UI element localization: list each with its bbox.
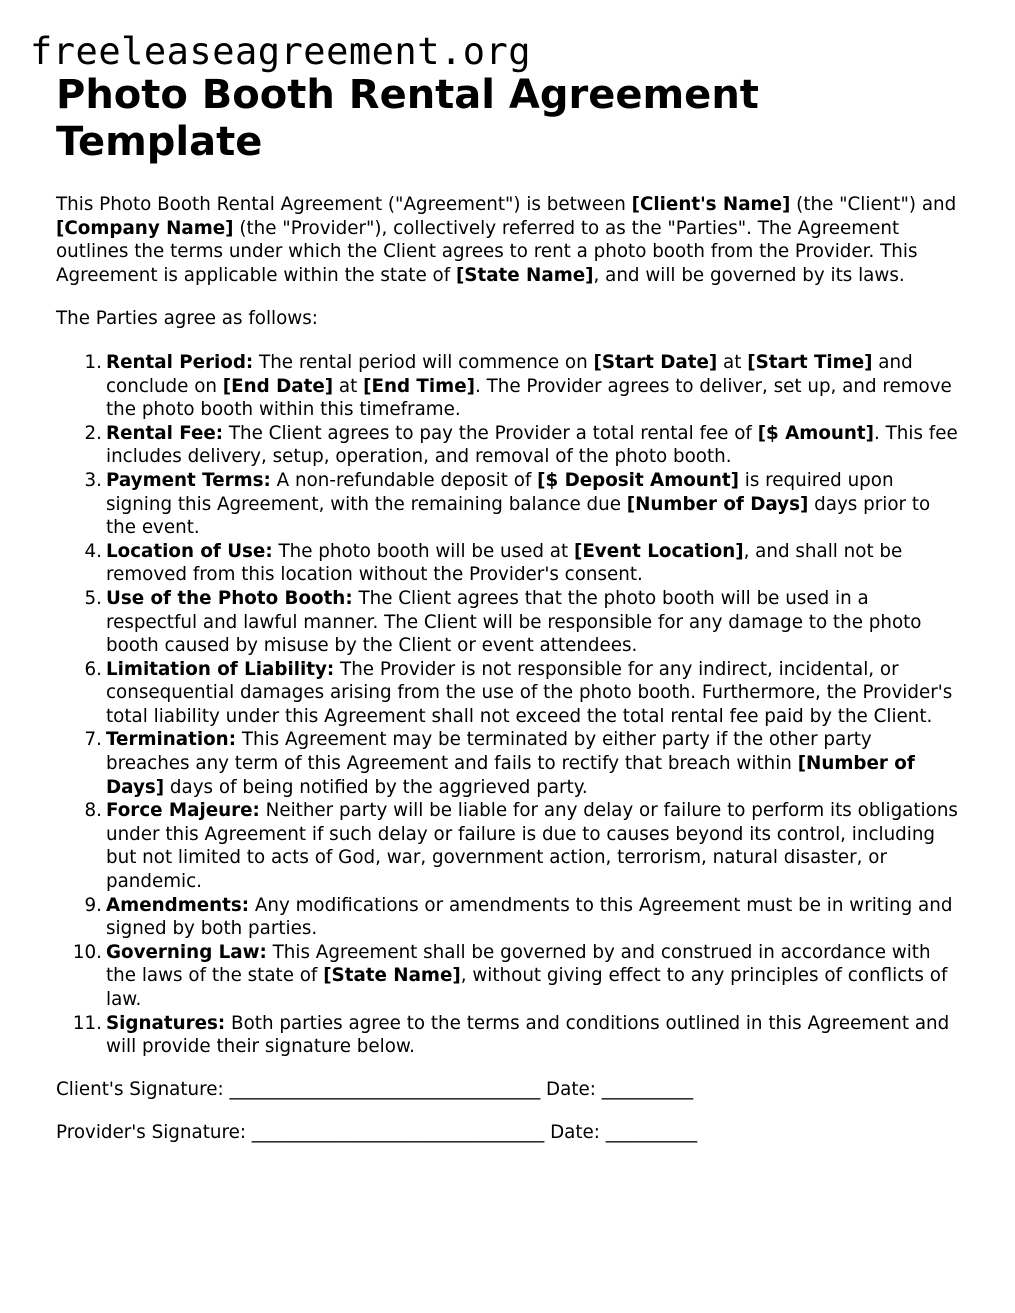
term-item	[56, 351, 961, 422]
term-number: 10.	[72, 941, 102, 963]
client-signature-line: Client's Signature: __________________________________ Date: __________	[56, 1078, 694, 1100]
term-text: . The Provider agrees to deliver, set up, and remove the photo booth within this timeframe.	[106, 375, 952, 421]
term-number: 8.	[84, 800, 102, 822]
term-text: Any modifications or amendments to this Agreement must be in writing and signed by both parties.	[106, 894, 953, 940]
term-text: days prior to the event.	[106, 493, 931, 539]
term-item	[56, 469, 961, 540]
term-text: at	[333, 375, 364, 397]
term-heading: Payment Terms:	[106, 469, 271, 491]
term-text: The Client agrees to pay the Provider a total rental fee of	[223, 422, 758, 444]
term-placeholder: [Start Time]	[747, 351, 873, 373]
intro-paragraph: This Photo Booth Rental Agreement ("Agreement") is between [Client's Name] (the "Client") and [Company Name] (the "Provider"), collectively referred to as the "Parties". The Agreement outlines the terms under which the Client agrees to rent a photo booth from the Provider. This Agreement is applicable within the state of [State Name], and will be governed by its laws.	[56, 194, 957, 286]
term-text: , without giving effect to any principles of conflicts of law.	[106, 965, 948, 1010]
term-text: The Client agrees that the photo booth will be used in a respectful and lawful manner. The Client will be responsible for any damage to the photo booth caused by misuse by the Client or event attendees.	[106, 587, 922, 657]
term-placeholder: [End Date]	[222, 375, 334, 397]
term-text: . This fee includes delivery, setup, operation, and removal of the photo booth.	[106, 422, 958, 468]
term-number: 6.	[84, 658, 102, 680]
term-placeholder: [$ Deposit Amount]	[537, 469, 739, 491]
term-heading: Signatures:	[106, 1012, 226, 1034]
terms-list	[56, 351, 961, 1059]
term-text: , and shall not be removed from this location without the Provider's consent.	[106, 540, 903, 586]
term-placeholder: [Start Date]	[593, 351, 718, 373]
term-heading: Governing Law:	[106, 941, 267, 963]
term-number: 7.	[84, 729, 102, 751]
term-text: is required upon signing this Agreement, with the remaining balance due	[106, 469, 894, 515]
term-number: 5.	[84, 587, 102, 609]
term-heading: Force Majeure:	[106, 800, 260, 822]
term-placeholder: [Event Location]	[573, 540, 744, 562]
term-text: at	[717, 351, 748, 373]
term-placeholder: [End Time]	[363, 375, 475, 397]
term-item	[56, 894, 961, 941]
watermark-text: freeleaseagreement.org	[30, 30, 532, 73]
term-heading: Rental Period:	[106, 351, 254, 373]
term-heading: Location of Use:	[106, 540, 273, 562]
term-item	[56, 799, 961, 893]
term-heading: Use of the Photo Booth:	[106, 587, 353, 609]
term-number: 1.	[84, 351, 102, 373]
document-title: Photo Booth Rental Agreement Template	[56, 72, 759, 165]
term-number: 3.	[84, 469, 102, 491]
term-item	[56, 728, 961, 799]
term-item	[56, 1012, 961, 1059]
document-body	[56, 72, 961, 1145]
term-heading: Termination:	[106, 729, 237, 751]
term-number: 2.	[84, 422, 102, 444]
term-placeholder: [State Name]	[323, 965, 461, 987]
term-number: 4.	[84, 540, 102, 562]
term-item	[56, 587, 961, 658]
term-heading: Amendments:	[106, 894, 250, 916]
term-text: and conclude on	[106, 351, 913, 397]
term-text: A non-refundable deposit of	[270, 469, 538, 491]
provider-signature-line: Provider's Signature: ________________________________ Date: __________	[56, 1122, 698, 1144]
term-text: This Agreement may be terminated by either party if the other party breaches any term of this Agreement and fails to rectify that breach within	[106, 729, 872, 775]
term-heading: Limitation of Liability:	[106, 658, 335, 680]
term-text: The photo booth will be used at	[272, 540, 574, 562]
term-placeholder: [Number of Days]	[626, 493, 809, 515]
term-text: Neither party will be liable for any delay or failure to perform its obligations under this Agreement if such delay or failure is due to causes beyond its control, including but not limited to acts of God, war, government action, terrorism, natural disaster, or pandemic.	[106, 800, 958, 893]
term-number: 9.	[84, 894, 102, 916]
term-number: 11.	[72, 1012, 102, 1034]
term-item	[56, 941, 961, 1012]
term-text: The Provider is not responsible for any indirect, incidental, or consequential damages arising from the use of the photo booth. Furthermore, the Provider's total liability under this Agreement shall not exceed the total rental fee paid by the Client.	[106, 658, 953, 727]
term-item	[56, 422, 961, 469]
term-text: This Agreement shall be governed by and construed in accordance with the laws of the state of	[106, 941, 931, 987]
company-name-placeholder: [Company Name]	[56, 217, 234, 239]
term-text: The rental period will commence on	[253, 351, 594, 373]
term-text: days of being notified by the aggrieved party.	[164, 776, 588, 798]
term-text: Both parties agree to the terms and conditions outlined in this Agreement and will provide their signature below.	[106, 1012, 950, 1058]
client-name-placeholder: [Client's Name]	[631, 194, 791, 215]
term-heading: Rental Fee:	[106, 422, 224, 444]
term-item	[56, 658, 961, 729]
term-item	[56, 540, 961, 587]
agree-statement: The Parties agree as follows:	[56, 308, 318, 330]
term-placeholder: [Number of Days]	[106, 753, 915, 798]
state-name-placeholder: [State Name]	[455, 264, 594, 286]
term-placeholder: [$ Amount]	[757, 422, 875, 444]
